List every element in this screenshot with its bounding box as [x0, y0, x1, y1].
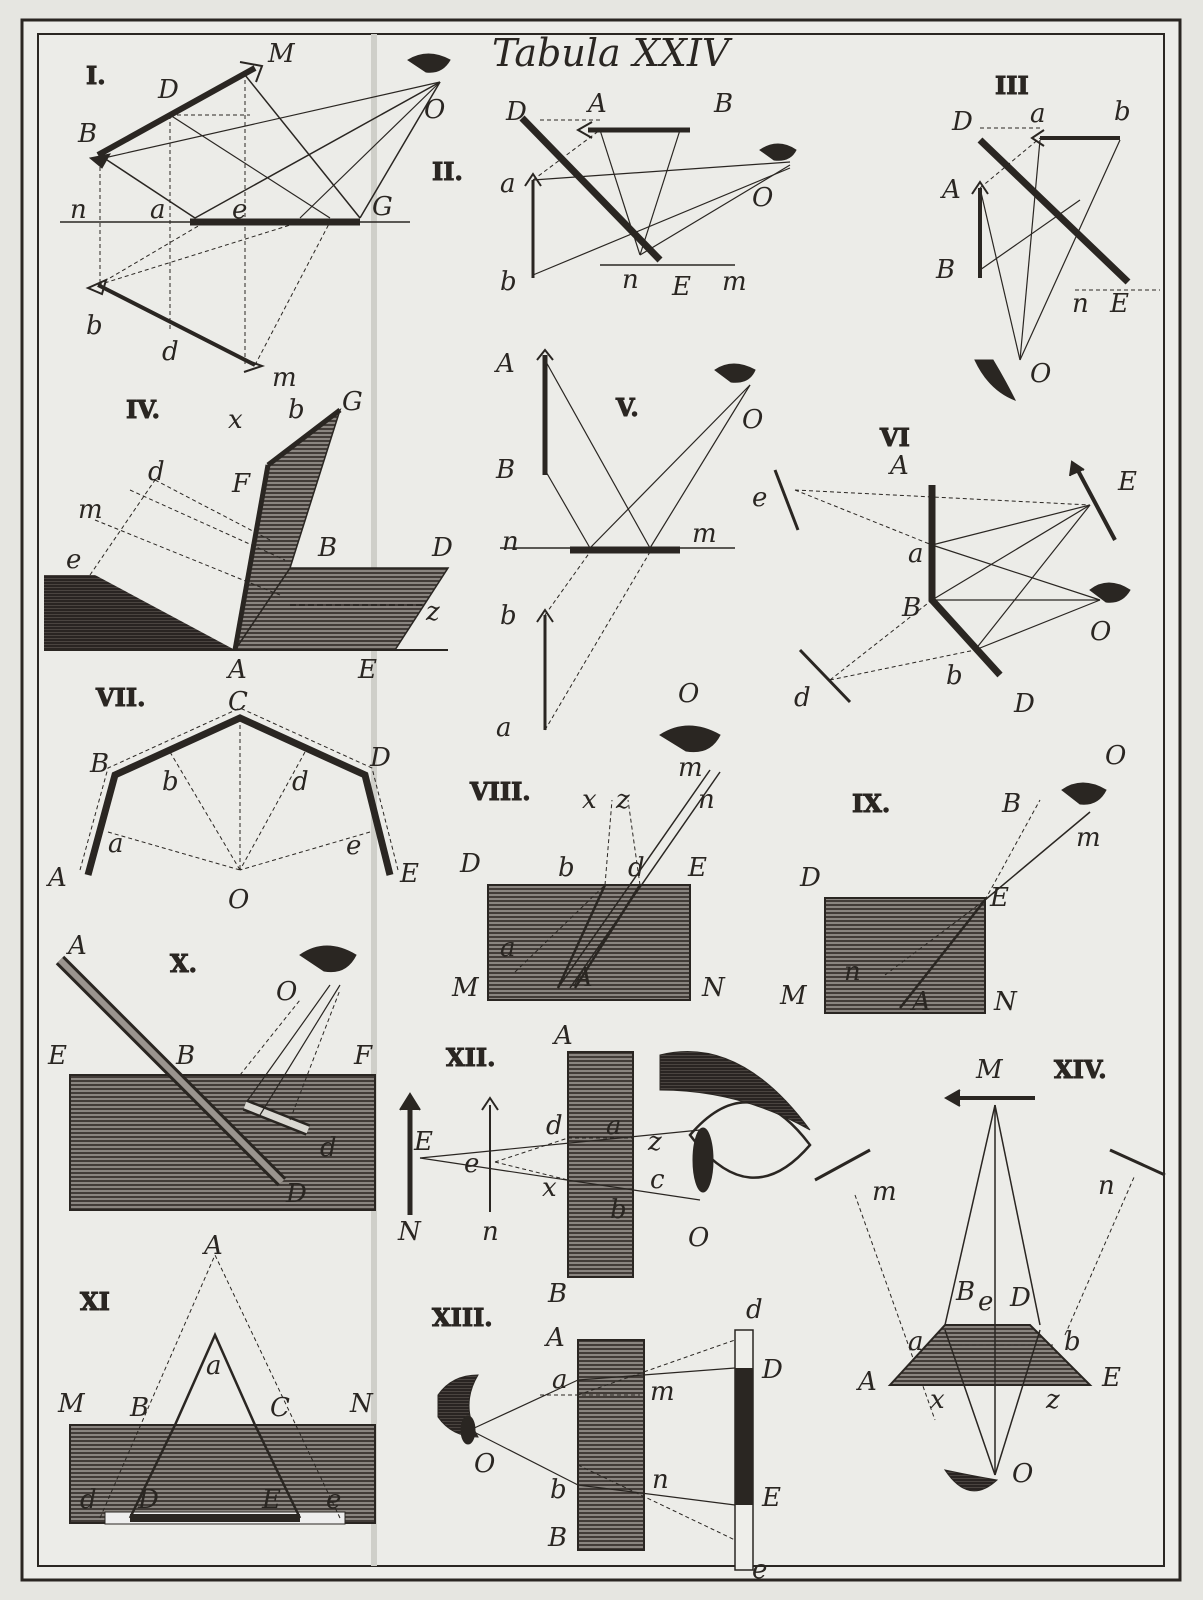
figure-vi-label: B	[902, 593, 922, 623]
figure-xii-label: m	[872, 1177, 897, 1207]
figure-xii-label: x	[542, 1173, 557, 1203]
figure-x-label: d	[320, 1133, 337, 1163]
figure-iii-label: n	[1072, 289, 1089, 319]
figure-iv-label: G	[342, 387, 363, 417]
figure-x-label: D	[286, 1179, 307, 1209]
figure-ii-caption: II.	[432, 157, 463, 186]
figure-xiv-label: B	[956, 1277, 976, 1307]
figure-xii-label: O	[688, 1223, 710, 1253]
figure-ix-label: D	[800, 863, 821, 893]
figure-xi-label: D	[138, 1485, 159, 1515]
figure-iv-label: A	[228, 655, 247, 685]
figure-ix-caption: IX.	[852, 789, 891, 818]
figure-xiii-label: m	[650, 1377, 675, 1407]
figure-vii-label: e	[346, 831, 362, 861]
figure-xiv-label: E	[1102, 1363, 1121, 1393]
figure-iv-label: b	[288, 395, 305, 425]
figure-ix-label: n	[844, 957, 861, 987]
figure-xiii-label: B	[548, 1523, 568, 1553]
figure-ii-label: m	[722, 267, 747, 297]
figure-xii-label: z	[648, 1127, 662, 1157]
figure-xiv-label: e	[978, 1287, 994, 1317]
figure-viii-label: M	[452, 973, 479, 1003]
figure-v-label: B	[496, 455, 516, 485]
figure-iv-label: F	[232, 469, 251, 499]
figure-iv-label: x	[228, 405, 243, 435]
figure-iii-label: A	[942, 175, 961, 205]
figure-i-caption: I.	[86, 61, 106, 90]
figure-v-label: A	[496, 349, 515, 379]
figure-vii-label: A	[48, 863, 67, 893]
figure-vii-label: C	[228, 687, 248, 717]
figure-xiv-label: b	[1064, 1327, 1081, 1357]
figure-xii-label: d	[546, 1111, 563, 1141]
figure-iii-label: D	[952, 107, 973, 137]
figure-xiii-label: E	[762, 1483, 781, 1513]
figure-xi-label: E	[262, 1485, 281, 1515]
figure-xiii-label: a	[552, 1365, 568, 1395]
figure-xi-label: A	[204, 1231, 223, 1261]
figure-xiii-label: O	[474, 1449, 496, 1479]
figure-viii-label: O	[678, 679, 700, 709]
figure-iii-caption: III	[995, 71, 1029, 100]
figure-vii-label: D	[370, 743, 391, 773]
figure-vi-label: b	[946, 661, 963, 691]
figure-i-label: a	[150, 195, 166, 225]
figure-xii-label: N	[398, 1217, 421, 1247]
figure-xiii-label: b	[550, 1475, 567, 1505]
figure-x-label: E	[48, 1041, 67, 1071]
figure-vi-label: d	[794, 683, 811, 713]
figure-xi-label: M	[58, 1389, 85, 1419]
figure-xiii-label: n	[652, 1465, 669, 1495]
figure-x-label: O	[276, 977, 298, 1007]
figure-viii-label: E	[688, 853, 707, 883]
figure-x-caption: X.	[170, 949, 197, 978]
figure-i-label: B	[78, 119, 98, 149]
figure-vi-label: a	[908, 539, 924, 569]
plate-title: Tabula XXIV	[492, 31, 730, 75]
figure-iv-label: D	[432, 533, 453, 563]
figure-v-label: O	[742, 405, 764, 435]
figure-xiv-label: M	[976, 1055, 1003, 1085]
figure-v-label: a	[496, 713, 512, 743]
figure-xi-label: B	[130, 1393, 150, 1423]
figure-xii-label: B	[548, 1279, 568, 1309]
figure-xi-label: e	[326, 1485, 342, 1515]
figure-xiii-label: e	[752, 1555, 768, 1585]
figure-vii-caption: VII.	[96, 683, 146, 712]
figure-xiii-caption: XIII.	[432, 1303, 493, 1332]
figure-vii-label: E	[400, 859, 419, 889]
figure-xiii-label: A	[546, 1323, 565, 1353]
figure-xii-label: E	[414, 1127, 433, 1157]
figure-i-label: G	[372, 192, 393, 222]
figure-viii-label: x	[582, 785, 597, 815]
figure-xiv-label: x	[930, 1385, 945, 1415]
figure-iv-label: e	[66, 545, 82, 575]
figure-iv-label: z	[426, 597, 440, 627]
figure-xiv-label: D	[1010, 1283, 1031, 1313]
figure-ix-label: M	[780, 981, 807, 1011]
figure-ii-label: O	[752, 183, 774, 213]
figure-ii-label: b	[500, 267, 517, 297]
figure-iv-caption: IV.	[126, 395, 161, 424]
figure-xiv-label: A	[858, 1367, 877, 1397]
figure-v-label: n	[502, 527, 519, 557]
figure-viii-label: d	[628, 853, 645, 883]
figure-ix-label: B	[1002, 789, 1022, 819]
figure-viii-caption: VIII.	[470, 777, 531, 806]
figure-xiv-label: z	[1046, 1385, 1060, 1415]
figure-v-caption: V.	[616, 393, 639, 422]
figure-ii-label: a	[500, 169, 516, 199]
figure-viii-label: A	[574, 963, 593, 993]
figure-ix-label: m	[1076, 823, 1101, 853]
figure-viii-label: b	[558, 853, 575, 883]
figure-vii-label: O	[228, 885, 250, 915]
figure-xiv-label: O	[1012, 1459, 1034, 1489]
figure-v-label: m	[692, 519, 717, 549]
figure-i-label: D	[158, 75, 179, 105]
figure-iv-label: d	[148, 457, 165, 487]
figure-ii-label: B	[714, 89, 734, 119]
figure-i-label: d	[162, 337, 179, 367]
figure-xii-label: a	[606, 1111, 622, 1141]
figure-vi-caption: VI	[880, 423, 910, 452]
figure-iii-label: B	[936, 255, 956, 285]
figure-ii-label: E	[672, 272, 691, 302]
figure-vii-label: d	[292, 767, 309, 797]
figure-xi-label: C	[270, 1393, 290, 1423]
figure-x-label: A	[68, 931, 87, 961]
figure-xi-label: d	[80, 1485, 97, 1515]
figure-iv-label: B	[318, 533, 338, 563]
figure-iii-label: a	[1030, 99, 1046, 129]
figure-i-label: O	[424, 95, 446, 125]
figure-ii-label: D	[506, 97, 527, 127]
figure-xii-label: e	[464, 1149, 480, 1179]
figure-xii-label: n	[482, 1217, 499, 1247]
figure-vii-label: a	[108, 829, 124, 859]
figure-i-label: e	[232, 195, 248, 225]
figure-xiv-label: a	[908, 1327, 924, 1357]
figure-xiv-caption: XIV.	[1054, 1055, 1107, 1084]
figure-iv-label: m	[78, 495, 103, 525]
figure-xi-caption: XI	[80, 1287, 110, 1316]
figure-xiii-label: d	[746, 1295, 763, 1325]
figure-iii-label: b	[1114, 97, 1131, 127]
figure-vii-label: B	[90, 749, 110, 779]
figure-ix-label: O	[1105, 741, 1127, 771]
figure-i-label: M	[268, 39, 295, 69]
figure-vi-label: e	[752, 483, 768, 513]
figure-i-label: b	[86, 311, 103, 341]
figure-vi-label: A	[890, 451, 909, 481]
figure-iii-label: E	[1110, 289, 1129, 319]
figure-ix-label: N	[994, 987, 1017, 1017]
figure-xi-label: a	[206, 1351, 222, 1381]
figure-viii-label: z	[616, 785, 630, 815]
figure-iv-label: E	[358, 655, 377, 685]
figure-ii-label: n	[622, 265, 639, 295]
figure-x-label: F	[354, 1041, 373, 1071]
figure-xi-label: N	[350, 1389, 373, 1419]
figure-ix-label: E	[990, 883, 1009, 913]
figure-v-label: b	[500, 601, 517, 631]
figure-viii-label: N	[702, 973, 725, 1003]
figure-ix-label: A	[912, 987, 931, 1017]
figure-xiii-label: D	[762, 1355, 783, 1385]
figure-xii-label: c	[650, 1165, 665, 1195]
figure-viii-label: a	[500, 933, 516, 963]
figure-x-label: B	[176, 1041, 196, 1071]
figure-xii-label: A	[554, 1021, 573, 1051]
figure-vii-label: b	[162, 767, 179, 797]
figure-vi-label: D	[1014, 689, 1035, 719]
figure-vi-label: E	[1118, 467, 1137, 497]
figure-ii-label: A	[588, 89, 607, 119]
figure-viii-label: n	[698, 785, 715, 815]
figure-i-label: n	[70, 195, 87, 225]
figure-viii-label: D	[460, 849, 481, 879]
figure-xii-label: b	[610, 1195, 627, 1225]
figure-xiv-label: n	[1098, 1171, 1115, 1201]
figure-iii-label: O	[1030, 359, 1052, 389]
figure-i-label: m	[272, 363, 297, 393]
figure-vi-label: O	[1090, 617, 1112, 647]
figure-xii-caption: XII.	[446, 1043, 496, 1072]
figure-viii-label: m	[678, 753, 703, 783]
